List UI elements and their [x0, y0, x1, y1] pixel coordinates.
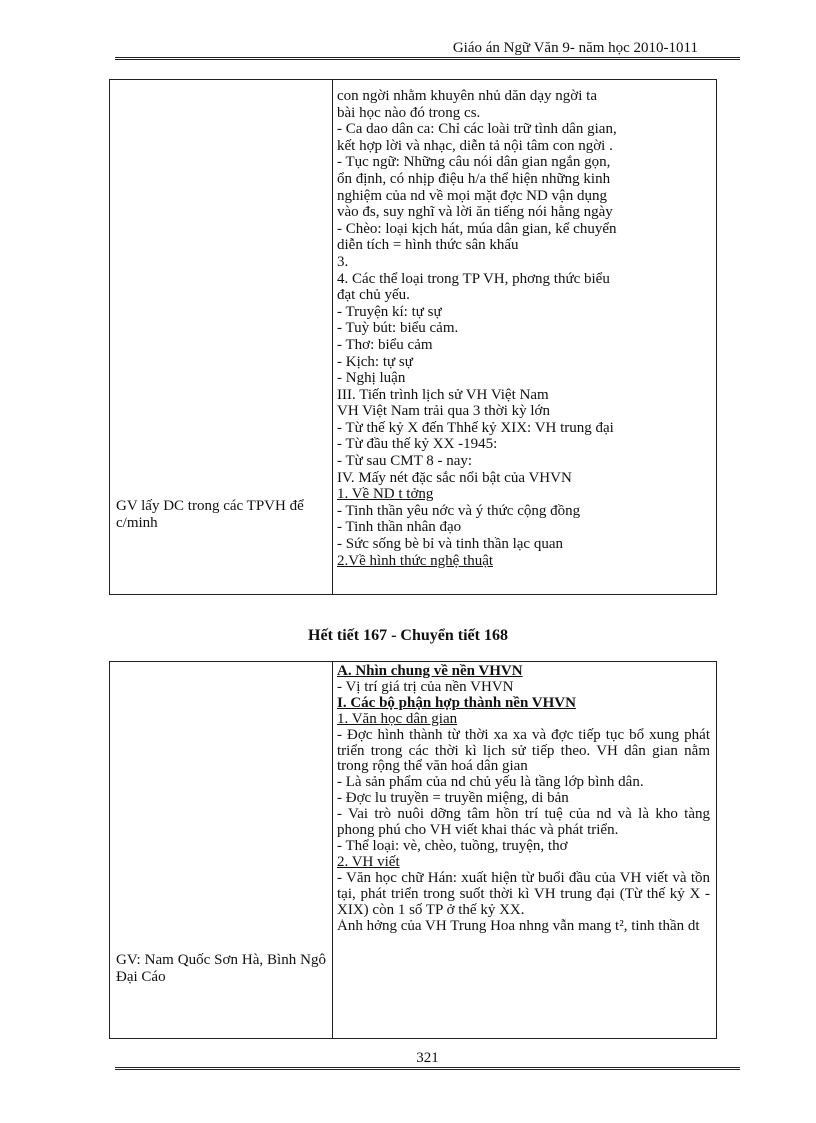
content-line: - Truyện kí: tự sự — [337, 303, 442, 320]
content-line: diễn tích = hình thức sân khấu — [337, 237, 519, 254]
content-line: - Từ thế kỷ X đến Thhế kỷ XIX: VH trung đại — [337, 419, 614, 436]
content-line: - Nghị luận — [337, 370, 406, 387]
page-number: 321 — [416, 1050, 439, 1066]
content-line: - Tuỳ bút: biểu cảm. — [337, 320, 459, 337]
content-line: - Đợc lu truyền = truyền miệng, di bản — [337, 791, 569, 807]
content-cell — [333, 80, 717, 595]
teacher-note: GV lấy DC trong các TPVH để c/minh — [116, 498, 304, 531]
content-line: - Tinh thần nhân đạo — [337, 519, 462, 536]
content-line: A. Nhìn chung về nền VHVN — [337, 664, 523, 679]
content-line: - Văn học chữ Hán: xuất hiện từ buổi đầu của VH viết và tồn tại, phát triển trong suốt thời kì VH trung đại (Từ thế kỷ X - XIX) còn 1 số TP ở thế kỷ XX. — [337, 870, 710, 918]
table-row — [110, 80, 717, 595]
page-header — [115, 38, 740, 60]
content-line: 1. Về ND t tởng — [337, 486, 434, 503]
teacher-notes-cell — [110, 662, 333, 1039]
content-cell — [333, 662, 717, 1039]
content-line: Ảnh hởng của VH Trung Hoa nhng vẫn mang t², tinh thần dt — [337, 918, 700, 934]
content-line: - Đợc hình thành từ thời xa xa và đợc tiếp tục bổ xung phát triển trong các thời kì lịch sử tiếp theo. VH dân gian nằm trong rộng thể văn hoá dân gian — [337, 727, 710, 775]
table-row — [110, 662, 717, 1039]
content-line: - Từ sau CMT 8 - nay: — [337, 453, 473, 470]
section-title: Hết tiết 167 - Chuyển tiết 168 — [308, 627, 508, 644]
content-line: 3. — [337, 253, 349, 270]
footer-rule — [115, 1067, 740, 1070]
teacher-note: GV: Nam Quốc Sơn Hà, Bình Ngô Đại Cáo — [116, 952, 326, 985]
content-line: 4. Các thể loại trong TP VH, phơng thức biểu — [337, 270, 610, 287]
teacher-notes-cell — [110, 80, 333, 595]
header-title: Giáo án Ngữ Văn 9- năm học 2010-1011 — [452, 40, 698, 56]
content-line: - Từ đầu thế kỷ XX -1945: — [337, 436, 498, 453]
content-line: 2. VH viết — [337, 854, 400, 870]
content-line: VH Việt Nam trải qua 3 thời kỳ lớn — [337, 403, 550, 420]
content-line: III. Tiến trình lịch sử VH Việt Nam — [337, 386, 549, 403]
content-line: - Tinh thần yêu nớc và ý thức cộng đồng — [337, 502, 581, 519]
content-line: - Tục ngữ: Những câu nói dân gian ngắn gọn, — [337, 154, 611, 171]
content-line: - Kịch: tự sự — [337, 353, 413, 370]
content-line: bài học nào đó trong cs. — [337, 104, 481, 121]
lesson-table-2 — [109, 661, 717, 1039]
content-lines — [333, 662, 716, 934]
content-line: - Vị trí giá trị của nền VHVN — [337, 679, 514, 695]
content-line: - Ca dao dân ca: Chỉ các loài trữ tình dân gian, — [337, 121, 617, 138]
content-line: đạt chủ yếu. — [337, 287, 410, 304]
content-lines — [333, 80, 716, 569]
content-line: con ngời nhằm khuyên nhủ dăn dạy ngời ta — [337, 88, 597, 104]
header-rule — [115, 57, 740, 60]
page-footer — [115, 1050, 740, 1070]
content-line: I. Các bộ phận hợp thành nền VHVN — [337, 695, 576, 711]
lesson-table-1 — [109, 79, 717, 595]
content-line: - Thể loại: vè, chèo, tuồng, truyện, thơ — [337, 838, 568, 854]
content-line: nghiệm của nd về mọi mặt đợc ND vận dụng — [337, 187, 607, 204]
content-line: - Là sản phẩm của nd chủ yếu là tầng lớp bình dân. — [337, 775, 644, 791]
content-line: kết hợp lời và nhạc, diễn tả nội tâm con ngời . — [337, 137, 613, 154]
content-line: - Sức sống bè bỉ và tinh thần lạc quan — [337, 536, 563, 553]
content-line: 1. Văn học dân gian — [337, 711, 458, 727]
content-line: IV. Mấy nét đặc sắc nổi bật của VHVN — [337, 469, 572, 486]
content-line: - Vai trò nuôi dỡng tâm hồn trí tuệ của nd và là kho tàng phong phú cho VH viết khai thác và phát triển. — [337, 807, 710, 839]
content-line: ổn định, có nhịp điệu h/a thể hiện những kinh — [337, 170, 611, 187]
content-line: - Chèo: loại kịch hát, múa dân gian, kể chuyển — [337, 220, 617, 237]
content-line: 2.Về hình thức nghệ thuật — [337, 552, 494, 569]
content-line: vào đs, suy nghĩ và lời ăn tiếng nói hằng ngày — [337, 204, 613, 221]
content-line: - Thơ: biểu cảm — [337, 336, 433, 353]
